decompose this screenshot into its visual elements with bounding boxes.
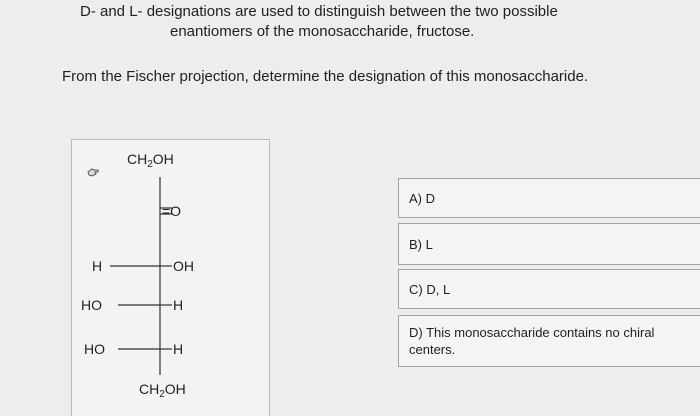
top-ch2oh-label: $CH_2OH$ bbox=[127, 151, 174, 170]
answer-b-label: B) L bbox=[409, 236, 433, 252]
answer-d-label: D) This monosaccharide contains no chiral centers. bbox=[409, 325, 655, 357]
bottom-ch2oh-label: $CH_2OH$ bbox=[139, 381, 186, 400]
row2-right-label: H bbox=[173, 297, 184, 313]
row1-left-label: H bbox=[92, 258, 103, 274]
answer-option-b[interactable] bbox=[398, 223, 700, 265]
row1-right-label: OH bbox=[173, 258, 194, 274]
row3-left-label: HO bbox=[84, 341, 105, 357]
fischer-bonds bbox=[0, 0, 270, 415]
answer-option-a[interactable] bbox=[398, 178, 700, 218]
question-line-1: D- and L- designations are used to distinguish between the two possible bbox=[80, 3, 558, 20]
row2-left-label: HO bbox=[81, 297, 102, 313]
question-line-2: enantiomers of the monosaccharide, fructose. bbox=[170, 23, 475, 40]
question-prompt: From the Fischer projection, determine the designation of this monosaccharide. bbox=[62, 68, 589, 85]
answer-c-label: C) D, L bbox=[409, 281, 451, 297]
answer-a-label: A) D bbox=[409, 190, 435, 206]
answer-option-c[interactable] bbox=[398, 269, 700, 309]
answer-option-d[interactable] bbox=[398, 315, 700, 367]
carbonyl-label: =O bbox=[162, 203, 182, 219]
row3-right-label: H bbox=[173, 341, 184, 357]
